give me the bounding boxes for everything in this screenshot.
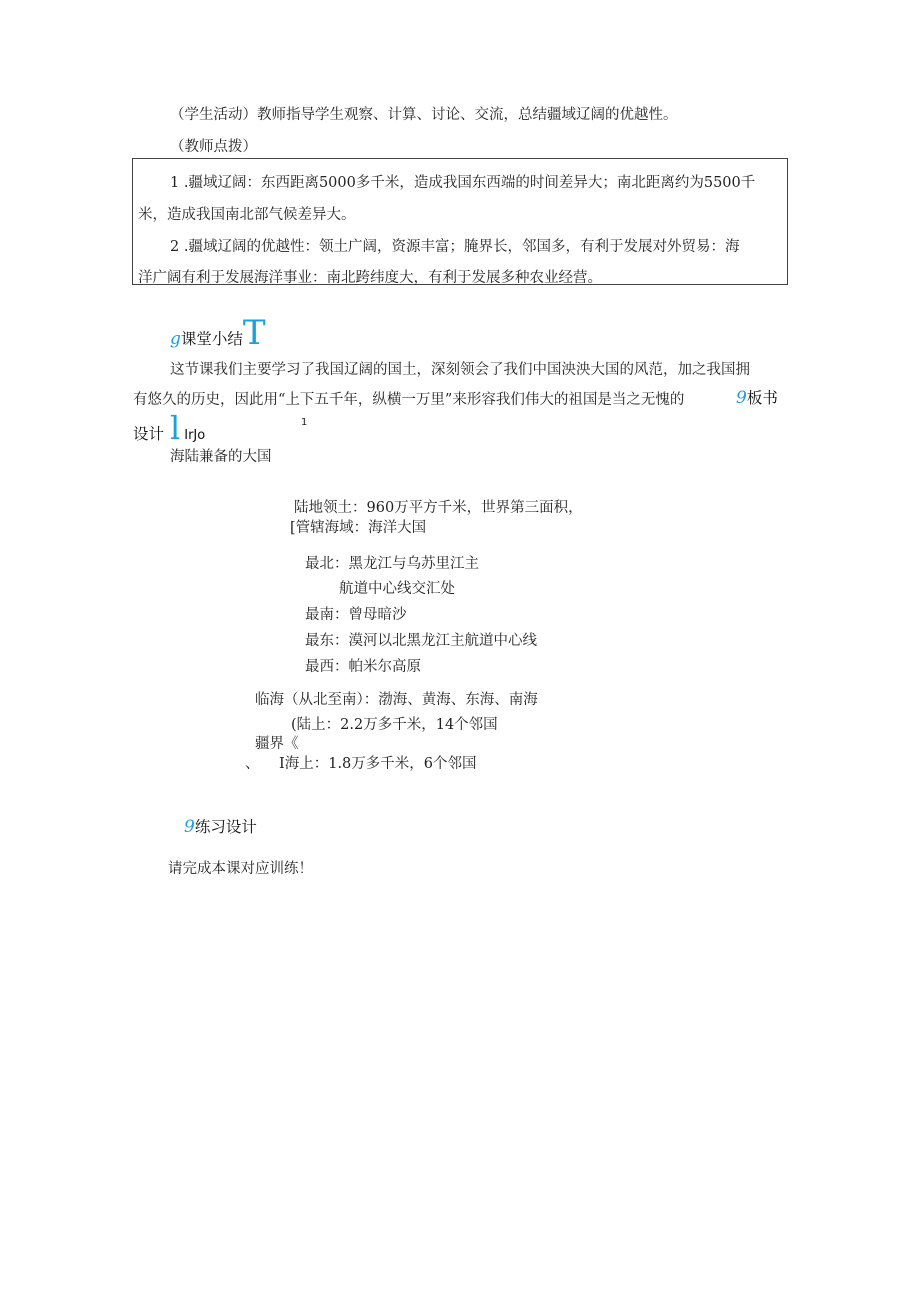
board-design-superscript: 1 [301,417,308,428]
board-mark: 、 [245,756,260,772]
class-summary-title: 课堂小结 [180,330,243,348]
board-sea-area: [管辖海域：海洋大国 [290,520,427,536]
teacher-tip-box [132,158,788,285]
summary-line-1: 这节课我们主要学习了我国辽阔的国土，深刻领会了我们中国泱泱大国的风范，加之我国拥 [170,362,750,378]
tip-point-1-line-1: 1 .疆域辽阔：东西距离5000多千米，造成我国东西端的时间差异大；南北距离约为5500千 [170,175,756,191]
board-design-title-part-2: 设计 [133,425,165,443]
board-design-tail-text: IrJo [184,428,206,443]
tip-point-2-line-2: 洋广阔有利于发展海洋事业：南北跨纬度大，有利于发展多种农业经营。 [138,270,602,286]
student-activity-text: （学生活动）教师指导学生观察、计算、讨论、交流，总结疆域辽阔的优越性。 [170,107,678,123]
heading-bullet-icon: 9 [736,388,747,408]
board-westmost: 最西：帕米尔高原 [305,659,421,675]
heading-decor-mark: T [242,313,266,353]
board-border-label: 疆界《 [255,736,299,752]
board-land-border: (陆上：2.2万多千米，14个邻国 [291,717,498,733]
board-title: 海陆兼备的大国 [170,449,272,465]
heading-bullet-icon: g [170,329,181,349]
board-design-title-part-1: 板书 [746,389,778,407]
board-design-heading-a [736,386,778,408]
summary-line-2: 有悠久的历史，因此用“上下五千年，纵横一万里”来形容我们伟大的祖国是当之无愧的 [133,392,685,408]
board-design-heading-b [133,409,206,447]
practice-design-heading [184,815,257,837]
heading-decor-mark: l [170,409,181,447]
class-summary-heading [170,313,266,353]
board-northmost-b: 航道中心线交汇处 [339,581,455,597]
board-adjacent-seas: 临海（从北至南）：渤海、黄海、东海、南海 [255,692,538,708]
practice-design-title: 练习设计 [194,818,257,836]
board-northmost-a: 最北：黑龙江与乌苏里江主 [305,556,479,572]
tip-point-1-line-2: 米，造成我国南北部气候差异大。 [138,207,356,223]
teacher-tip-label: （教师点拨） [170,139,257,155]
practice-instruction: 请完成本课对应训练！ [168,861,313,877]
board-sea-border: I海上：1.8万多千米，6个邻国 [279,756,477,772]
tip-point-2-line-1: 2 .疆域辽阔的优越性：领土广阔，资源丰富；腌界长，邻国多，有利于发展对外贸易：海 [170,239,740,255]
board-southmost: 最南：曾母暗沙 [305,607,407,623]
board-eastmost: 最东：漠河以北黑龙江主航道中心线 [305,633,537,649]
heading-bullet-icon: 9 [184,817,195,837]
board-land-area: 陆地领土：960万平方千米，世界第三面积， [294,500,583,516]
